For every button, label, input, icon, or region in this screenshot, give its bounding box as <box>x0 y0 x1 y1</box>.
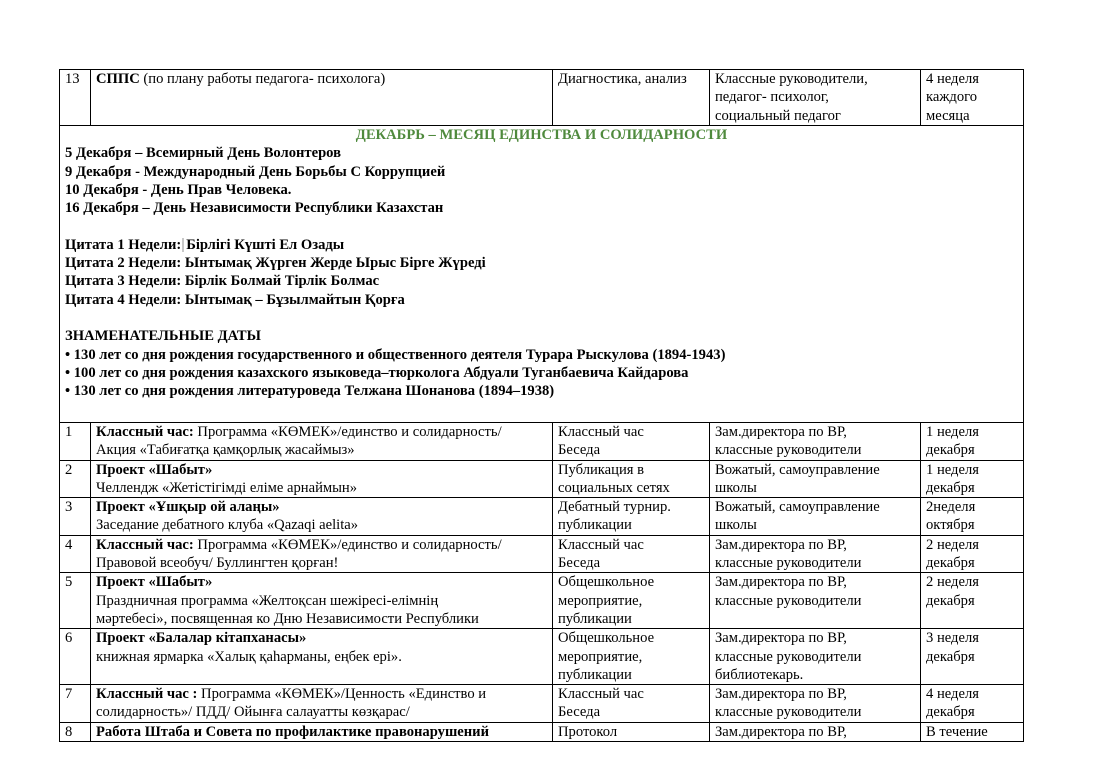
day-line: 16 Декабря – День Независимости Республики Казахстан <box>65 200 444 217</box>
term-cell: 2 неделя декабря <box>921 573 1024 629</box>
term-cell <box>921 70 1024 126</box>
form-cell: Классный час Беседа <box>553 535 710 573</box>
row-number: 13 <box>60 70 91 126</box>
responsible-cell: Зам.директора по ВР, классные руководители <box>710 535 921 573</box>
table-row <box>60 535 1024 573</box>
term-cell: 4 неделя декабря <box>921 685 1024 723</box>
responsible-cell <box>710 70 921 126</box>
quote-line: Цитата 3 Недели: Бірлік Болмай Тірлік Болмас <box>65 273 380 290</box>
event-cell: Проект «Балалар кітапханасы» книжная ярмарка «Халық қаһарманы, еңбек ері». <box>91 629 553 685</box>
event-cell: Классный час : Программа «КӨМЕК»/Ценность «Единство и солидарность»/ ПДД/ Ойынға салауатты көзқарас/ <box>91 685 553 723</box>
event-cell: Проект «Шабыт» Челлендж «Жетістігімді еліме арнаймын» <box>91 460 553 498</box>
term-cell: В течение <box>921 722 1024 741</box>
form-cell: Дебатный турнир. публикации <box>553 498 710 536</box>
month-title: ДЕКАБРЬ – МЕСЯЦ ЕДИНСТВА И СОЛИДАРНОСТИ <box>355 127 728 143</box>
quote-line: Цитата 4 Недели: Ынтымақ – Бұзылмайтын Қорға <box>65 291 405 308</box>
event-cell <box>91 70 553 126</box>
table-row <box>60 573 1024 629</box>
term-line: каждого <box>926 89 978 106</box>
day-line: 10 Декабря - День Прав Человека. <box>65 181 292 198</box>
quote-line: Цитата 1 Недели: Бірлігі Күшті Ел Озады <box>65 236 345 253</box>
form-cell: Публикация в социальных сетях <box>553 460 710 498</box>
day-line: 5 Декабря – Всемирный День Волонтеров <box>65 145 341 162</box>
table-row <box>60 70 1024 126</box>
responsible-cell: Зам.директора по ВР, <box>710 722 921 741</box>
row-number: 8 <box>60 722 91 741</box>
form-cell: Классный час Беседа <box>553 423 710 461</box>
quote-line: Цитата 2 Недели: Ынтымақ Жүрген Жерде Ырыс Бірге Жүреді <box>65 255 486 272</box>
responsible-cell: Зам.директора по ВР, классные руководители <box>710 423 921 461</box>
responsible-cell: Зам.директора по ВР, классные руководители <box>710 685 921 723</box>
term-cell: 1 неделя декабря <box>921 460 1024 498</box>
event-cell: Работа Штаба и Совета по профилактике правонарушений <box>91 722 553 741</box>
table-row <box>60 685 1024 723</box>
plan-table <box>59 69 1024 742</box>
row-number: 4 <box>60 535 91 573</box>
event-cell: Классный час: Программа «КӨМЕК»/единство и солидарность/ Правовой всеобуч/ Буллингтен қорған! <box>91 535 553 573</box>
date-line: • 100 лет со дня рождения казахского языковеда–тюрколога Абдуали Туганбаевича Кайдарова <box>65 364 689 381</box>
term-line: месяца <box>926 107 970 124</box>
form-cell: Классный час Беседа <box>553 685 710 723</box>
event-title: СППС <box>96 71 140 87</box>
responsible-cell: Вожатый, самоуправление школы <box>710 498 921 536</box>
date-line: • 130 лет со дня рождения литературоведа Телжана Шонанова (1894–1938) <box>65 383 555 400</box>
date-line: • 130 лет со дня рождения государственного и общественного деятеля Турара Рыскулова (1894-1943) <box>65 346 726 363</box>
table-row <box>60 722 1024 741</box>
term-cell: 3 неделя декабря <box>921 629 1024 685</box>
month-section <box>60 126 1024 423</box>
row-number: 5 <box>60 573 91 629</box>
responsible-line: социальный педагог <box>715 107 841 124</box>
responsible-cell: Зам.директора по ВР, классные руководители <box>710 573 921 629</box>
responsible-line: педагог- психолог, <box>715 89 829 106</box>
event-desc: (по плану работы педагога- психолога) <box>139 71 386 87</box>
form-cell: Общешкольное мероприятие, публикации <box>553 629 710 685</box>
responsible-cell: Вожатый, самоуправление школы <box>710 460 921 498</box>
responsible-cell: Зам.директора по ВР, классные руководители библиотекарь. <box>710 629 921 685</box>
form-cell: Диагностика, анализ <box>553 70 710 126</box>
term-cell: 2 неделя декабря <box>921 535 1024 573</box>
term-line: 4 неделя <box>926 71 979 87</box>
event-cell: Классный час: Программа «КӨМЕК»/единство и солидарность/ Акция «Табиғатқа қамқорлық жасаймыз» <box>91 423 553 461</box>
event-cell: Проект «Шабыт» Праздничная программа «Желтоқсан шежіресі-елімнің мәртебесі», посвященная ко Дню Независимости Республики <box>91 573 553 629</box>
table-row <box>60 460 1024 498</box>
event-cell: Проект «Ұшқыр ой алаңы» Заседание дебатного клуба «Qazaqi aelita» <box>91 498 553 536</box>
day-line: 9 Декабря - Международный День Борьбы С Коррупцией <box>65 163 446 180</box>
form-cell: Общешкольное мероприятие, публикации <box>553 573 710 629</box>
term-cell: 2неделя октября <box>921 498 1024 536</box>
row-number: 7 <box>60 685 91 723</box>
dates-heading: ЗНАМЕНАТЕЛЬНЫЕ ДАТЫ <box>65 328 261 345</box>
table-row <box>60 423 1024 461</box>
table-row <box>60 629 1024 685</box>
table-row <box>60 498 1024 536</box>
row-number: 3 <box>60 498 91 536</box>
term-cell: 1 неделя декабря <box>921 423 1024 461</box>
responsible-line: Классные руководители, <box>715 71 868 87</box>
text-cursor <box>182 238 184 252</box>
row-number: 6 <box>60 629 91 685</box>
row-number: 2 <box>60 460 91 498</box>
form-cell: Протокол <box>553 722 710 741</box>
row-number: 1 <box>60 423 91 461</box>
